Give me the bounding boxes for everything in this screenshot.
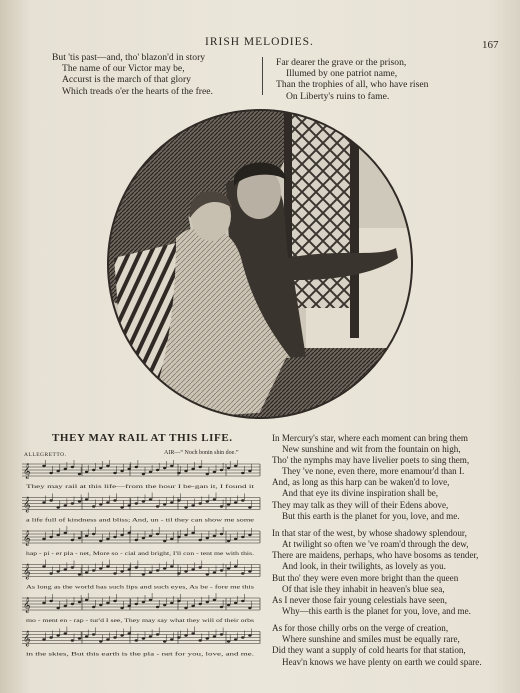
treble-clef-icon: 𝄞 [23,630,31,646]
lyric-line: in the skies, But this earth is the pla - net for you, love, and me. [26,651,161,658]
column-divider [262,57,263,95]
verse-line: As for those chilly orbs on the verge of creation, [272,623,449,634]
treble-clef-icon: 𝄞 [23,530,31,545]
sheet-music [20,460,262,680]
verse-line: Which treads o'er the hearts of the free. [62,85,213,97]
verse-line: Why—this earth is the planet for you, love, and me. [282,605,471,616]
verse-line: Heav'n knows we have plenty on earth we could spare. [282,656,482,667]
tempo-marking: ALLEGRETTO. [24,452,67,458]
air-name: AIR—“ Noch bonin shin doe.” [164,450,239,456]
verse-line: The name of our Victor may be, [62,63,185,75]
verse-line: Accurst is the march of that glory [62,74,191,86]
verse-line: And look, in their twilights, as lovely as you. [282,561,446,572]
verse-line: And that eye its divine inspiration shall be, [282,488,439,499]
song-title: THEY MAY RAIL AT THIS LIFE. [52,432,233,444]
page-number: 167 [482,39,499,51]
verse-line: They may talk as they will of their Edens above, [272,499,449,510]
treble-clef-icon: 𝄞 [23,563,31,579]
verse-line: Where sunshine and smiles must be equally rare, [282,634,460,645]
top-stanza-left [52,52,213,97]
running-title: IRISH MELODIES. [205,36,314,48]
verse-line: And, as long as this harp can be waken'd to love, [272,477,450,488]
verse-line: At twilight so often we 've roam'd through the dew, [282,539,469,550]
verse-line: Tho' the nymphs may have livelier poets to sing them, [272,455,470,466]
verse-line: Illumed by one patriot name, [286,68,398,80]
treble-clef-icon: 𝄞 [23,463,31,478]
verse-line: New sunshine and wit from the fountain on high, [282,444,461,455]
verse-line: Far dearer the grave or the prison, [276,57,407,68]
verse-line: As I never those fair young celestials have seen, [272,594,447,605]
top-stanza-right [276,57,428,102]
verse-line: Than the trophies of all, who have risen [276,79,429,91]
verse-line: On Liberty's ruins to fame. [286,90,390,102]
verse-line: Of that isle they inhabit in heaven's blue sea, [282,583,445,594]
lyric-line: mo - ment en - rap - tur'd I see, They may say what they will of their orbs [26,618,182,624]
verse-line: In that star of the west, by whose shadowy splendour, [272,528,467,539]
lyric-line: hap - pi - er pla - net, More so - cial and bright, I'll con - tent me with this. [26,551,254,557]
lyric-line: They may rail at this life—from the hour I be-gan it, I found it [26,484,159,490]
verse-line: But tho' they were even more bright than the queen [272,572,459,583]
verse-line: Did they want a supply of cold hearts for that station, [272,645,466,656]
right-column-stanzas [272,433,482,668]
treble-clef-icon: 𝄞 [23,496,31,512]
verse-line: But this earth is the planet for you, love, and me. [282,510,460,521]
lyric-line: As long as the world has such lips and such eyes, As be - fore me this [26,584,174,591]
verse-line: They 've none, even there, more enamour'd than I. [282,466,465,477]
verse-line: In Mercury's star, where each moment can bring them [272,433,468,443]
verse-line: There are maidens, perhaps, who have bosoms as tender, [272,550,479,561]
engraving-illustration [106,108,414,420]
lyric-line: a life full of kindness and bliss; And, un - til they can show me some [26,517,172,524]
treble-clef-icon: 𝄞 [23,597,31,612]
verse-line: But 'tis past—and, tho' blazon'd in story [52,52,206,63]
